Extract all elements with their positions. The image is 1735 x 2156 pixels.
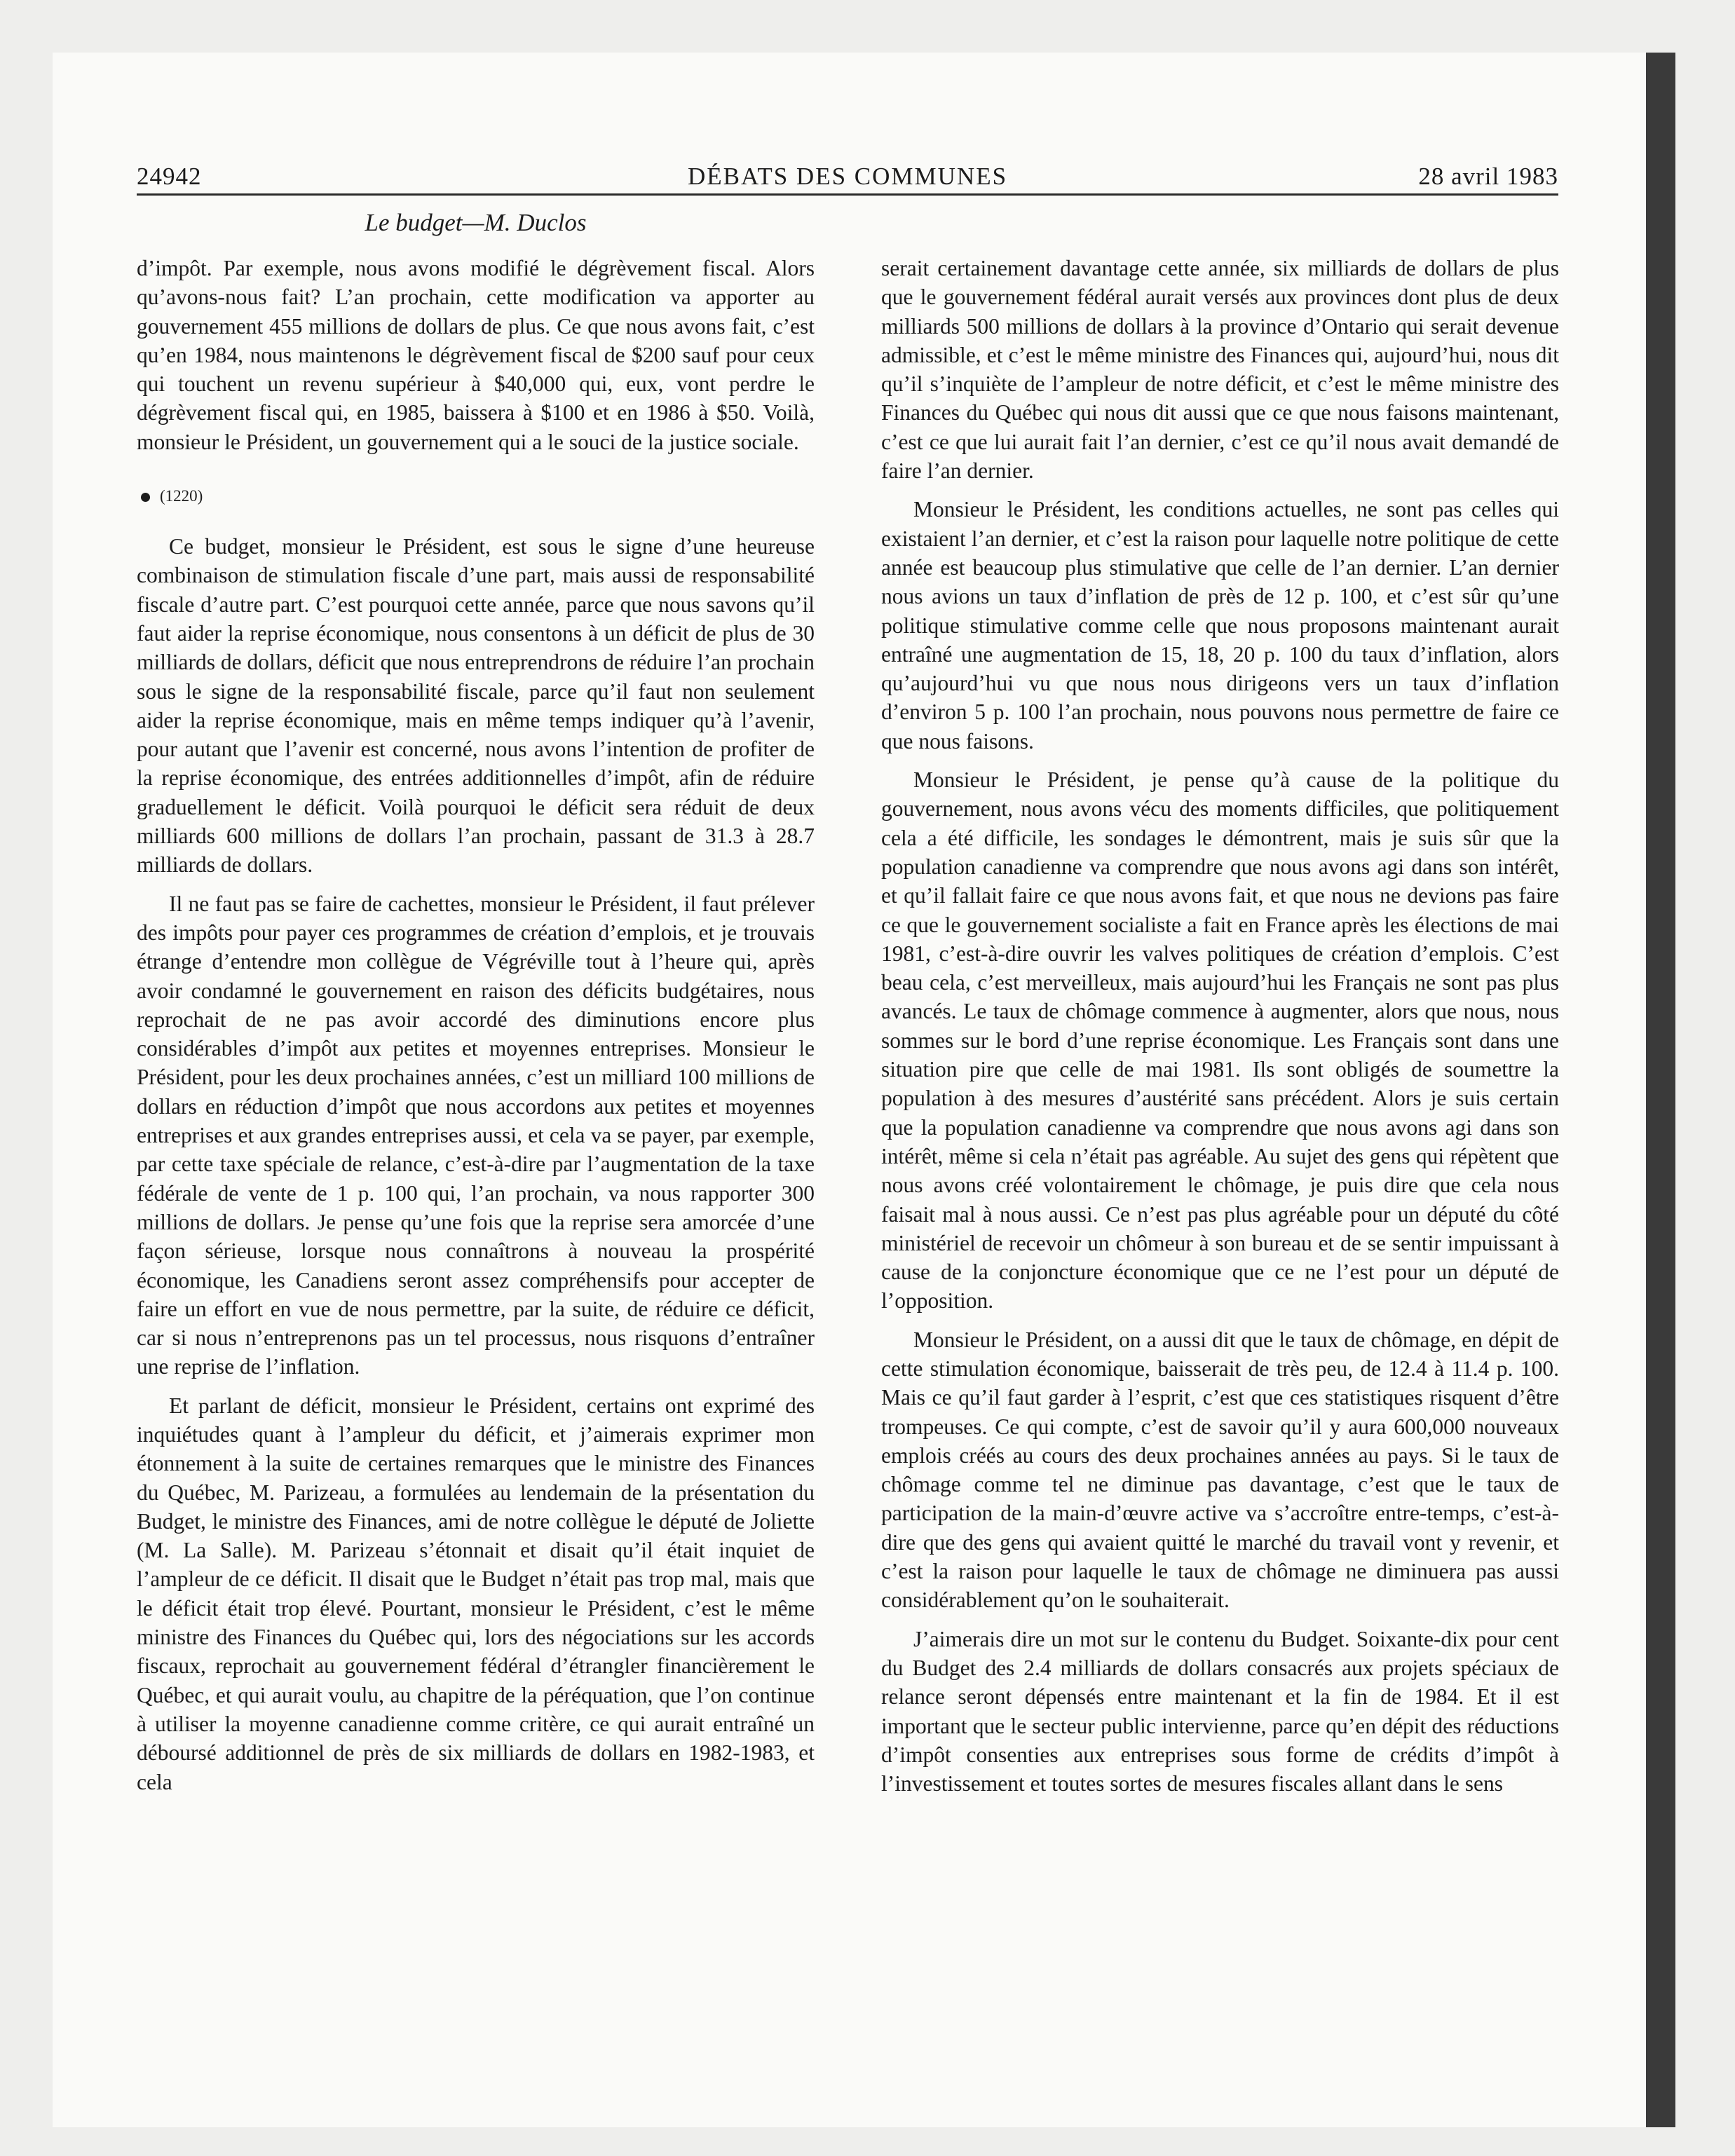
paragraph: Monsieur le Président, on a aussi dit que le taux de chômage, en dépit de cette stimulation économique, baisserait de très peu, de 12.4 à 11.4 p. 100. Mais ce qu’il faut garder à l’esprit, c’est que ces statistiques risquent d’être trompeuses. Ce qui compte, c’est de savoir qu’il y aura 600,000 nouveaux emplois créés au cours des deux prochaines années au pays. Si le taux de chômage comme tel ne diminue pas davantage, c’est que le taux de participation de la main-d’œuvre active va s’accroître entre-temps, c’est-à-dire que des gens qui avaient quitté le marché du travail vont y revenir, et c’est la raison pour laquelle le taux de chômage ne diminuera pas aussi considérablement qu’on le souhaiterait. [881,1327,1559,1613]
paragraph: Monsieur le Président, les conditions actuelles, ne sont pas celles qui existaient l’an dernier, et c’est la raison pour laquelle notre politique de cette année est beaucoup plus stimulative que celle de l’an dernier. L’an dernier nous avions un taux d’inflation de près de 12 p. 100, et c’est sûr qu’une politique stimulative comme celle que nous proposons maintenant aurait entraîné une augmentation de 15, 18, 20 p. 100 du taux d’inflation, alors qu’aujourd’hui vu que nous nous dirigeons vers un taux d’inflation d’environ 5 p. 100 l’an prochain, nous pouvons nous permettre de faire ce que nous faisons. [881,497,1559,753]
bullet-icon [141,493,150,502]
paragraph: Il ne faut pas se faire de cachettes, monsieur le Président, il faut prélever des impôts pour payer ces programmes de création d’emplois, et je trouvais étrange d’entendre mon collègue de Végréville tout à l’heure qui, après avoir condamné le gouvernement en raison des déficits budgétaires, nous reprochait de ne pas avoir accordé des diminutions encore plus considérables d’impôt aux petites et moyennes entreprises. Monsieur le Président, pour les deux prochaines années, c’est un milliard 100 millions de dollars en réduction d’impôt que nous accordons aux petites et moyennes entreprises et aux grandes entreprises aussi, et cela va se payer, par exemple, par cette taxe spéciale de relance, c’est-à-dire par l’augmentation de la taxe fédérale de vente de 1 p. 100 qui, l’an prochain, va nous rapporter 300 millions de dollars. Je pense qu’une fois que la reprise sera amorcée d’une façon sérieuse, lorsque nous connaîtrons à nouveau la prospérité économique, les Canadiens seront assez compréhensifs pour accepter de faire un effort en vue de nous permettre, par la suite, de réduire ce déficit, car si nous n’entreprenons pas un tel processus, nous risquons d’entraîner une reprise de l’inflation. [137,891,815,1379]
time-marker [137,486,815,507]
section-subheading: Le budget—M. Duclos [365,209,587,236]
running-header [137,163,1558,196]
publication-title: DÉBATS DES COMMUNES [687,163,1008,190]
paragraph: serait certainement davantage cette année, six milliards de dollars de plus que le gouvernement fédéral aurait versés aux provinces dont plus de deux milliards 500 millions de dollars à la province d’Ontario qui serait devenue admissible, et c’est le même ministre des Finances qui, aujourd’hui, nous dit qu’il s’inquiète de l’ampleur de notre déficit, et c’est le même ministre des Finances du Québec qui nous dit aussi que ce que nous faisons maintenant, c’est ce que lui aurait fait l’an dernier, c’est ce qu’il nous avait demandé de faire l’an dernier. [881,256,1559,484]
scan-edge-shadow [1646,53,1675,2127]
paragraph: Ce budget, monsieur le Président, est sous le signe d’une heureuse combinaison de stimulation fiscale d’une part, mais aussi de responsabilité fiscale d’autre part. C’est pourquoi cette année, parce que nous savons qu’il faut aider la reprise économique, nous consentons à un déficit de plus de 30 milliards de dollars, déficit que nous entreprendrons de réduire l’an prochain sous le signe de la responsabilité fiscale, parce qu’il faut non seulement aider la reprise économique, mais en même temps indiquer qu’à l’avenir, pour autant que l’avenir est concerné, nous avons l’intention de profiter de la reprise économique, des entrées additionnelles d’impôt, afin de réduire graduellement le déficit. Voilà pourquoi le déficit sera réduit de deux milliards 600 millions de dollars l’an prochain, passant de 31.3 à 28.7 milliards de dollars. [137,534,815,878]
header-date: 28 avril 1983 [1418,163,1558,190]
left-column [137,254,815,1806]
time-marker-text: (1220) [160,487,203,505]
page-number: 24942 [137,163,202,190]
paragraph: d’impôt. Par exemple, nous avons modifié le dégrèvement fiscal. Alors qu’avons-nous fait? L’an prochain, cette modification va apporter au gouvernement 455 millions de dollars de plus. Ce que nous avons fait, c’est qu’en 1984, nous maintenons le dégrèvement fiscal de $200 sauf pour ceux qui touchent un revenu supérieur à $40,000 qui, eux, vont perdre le dégrèvement fiscal qui, en 1985, baissera à $100 et en 1986 à $50. Voilà, monsieur le Président, un gouvernement qui a le souci de la justice sociale. [137,256,815,454]
paragraph: Et parlant de déficit, monsieur le Président, certains ont exprimé des inquiétudes quant à l’ampleur du déficit, et j’aimerais exprimer mon étonnement à la suite de certaines remarques que le ministre des Finances du Québec, M. Parizeau, a formulées au lendemain de la présentation du Budget, le ministre des Finances, ami de notre collègue le député de Joliette (M. La Salle). M. Parizeau s’étonnait et disait qu’il était inquiet de l’ampleur de ce déficit. Il disait que le Budget n’était pas trop mal, mais que le déficit était trop élevé. Pourtant, monsieur le Président, c’est le même ministre des Finances du Québec qui, lors des négociations sur les accords fiscaux, reprochait au gouvernement fédéral d’étrangler financièrement le Québec, et qui aurait voulu, au chapitre de la péréquation, que l’on continue à utiliser la moyenne canadienne comme critère, ce qui aurait entraîné un déboursé additionnel de près de six milliards de dollars en 1982-1983, et cela [137,1393,815,1794]
paragraph: J’aimerais dire un mot sur le contenu du Budget. Soixante-dix pour cent du Budget des 2.4 milliards de dollars consacrés aux projets spéciaux de relance seront dépensés entre maintenant et la fin de 1984. Et il est important que le secteur public intervienne, parce qu’en dépit des réductions d’impôt consenties aux entreprises sous forme de crédits d’impôt à l’investissement et toutes sortes de mesures fiscales allant dans le sens [881,1626,1559,1796]
right-column [881,254,1559,1808]
paragraph: Monsieur le Président, je pense qu’à cause de la politique du gouvernement, nous avons vécu des moments difficiles, que politiquement cela a été difficile, les sondages le démontrent, mais je suis sûr que la population canadienne va comprendre que nous avons agi dans son intérêt, et qu’il fallait faire ce que nous avons fait, et que nous ne devions pas faire ce que le gouvernement socialiste a fait en France après les élections de mai 1981, c’est-à-dire ouvrir les valves politiques de création d’emplois. C’est beau cela, c’est merveilleux, mais aujourd’hui les Français ne sont pas plus avancés. Le taux de chômage commence à augmenter, alors que nous, nous sommes sur le bord d’une reprise économique. Les Français sont dans une situation pire que celle de mai 1981. Ils sont obligés de soumettre la population à des mesures d’austérité sans précédent. Alors je suis certain que la population canadienne va comprendre que nous avons agi dans son intérêt, même si cela n’était pas agréable. Au sujet des gens qui répètent que nous avons créé volontairement le chômage, je puis dire que cela nous faisait mal à nous aussi. Ce n’est pas plus agréable pour un député du côté ministériel de recevoir un chômeur à son bureau et de se sentir impuissant à cause de la conjoncture économique que ce ne l’est pour un député de l’opposition. [881,767,1559,1314]
